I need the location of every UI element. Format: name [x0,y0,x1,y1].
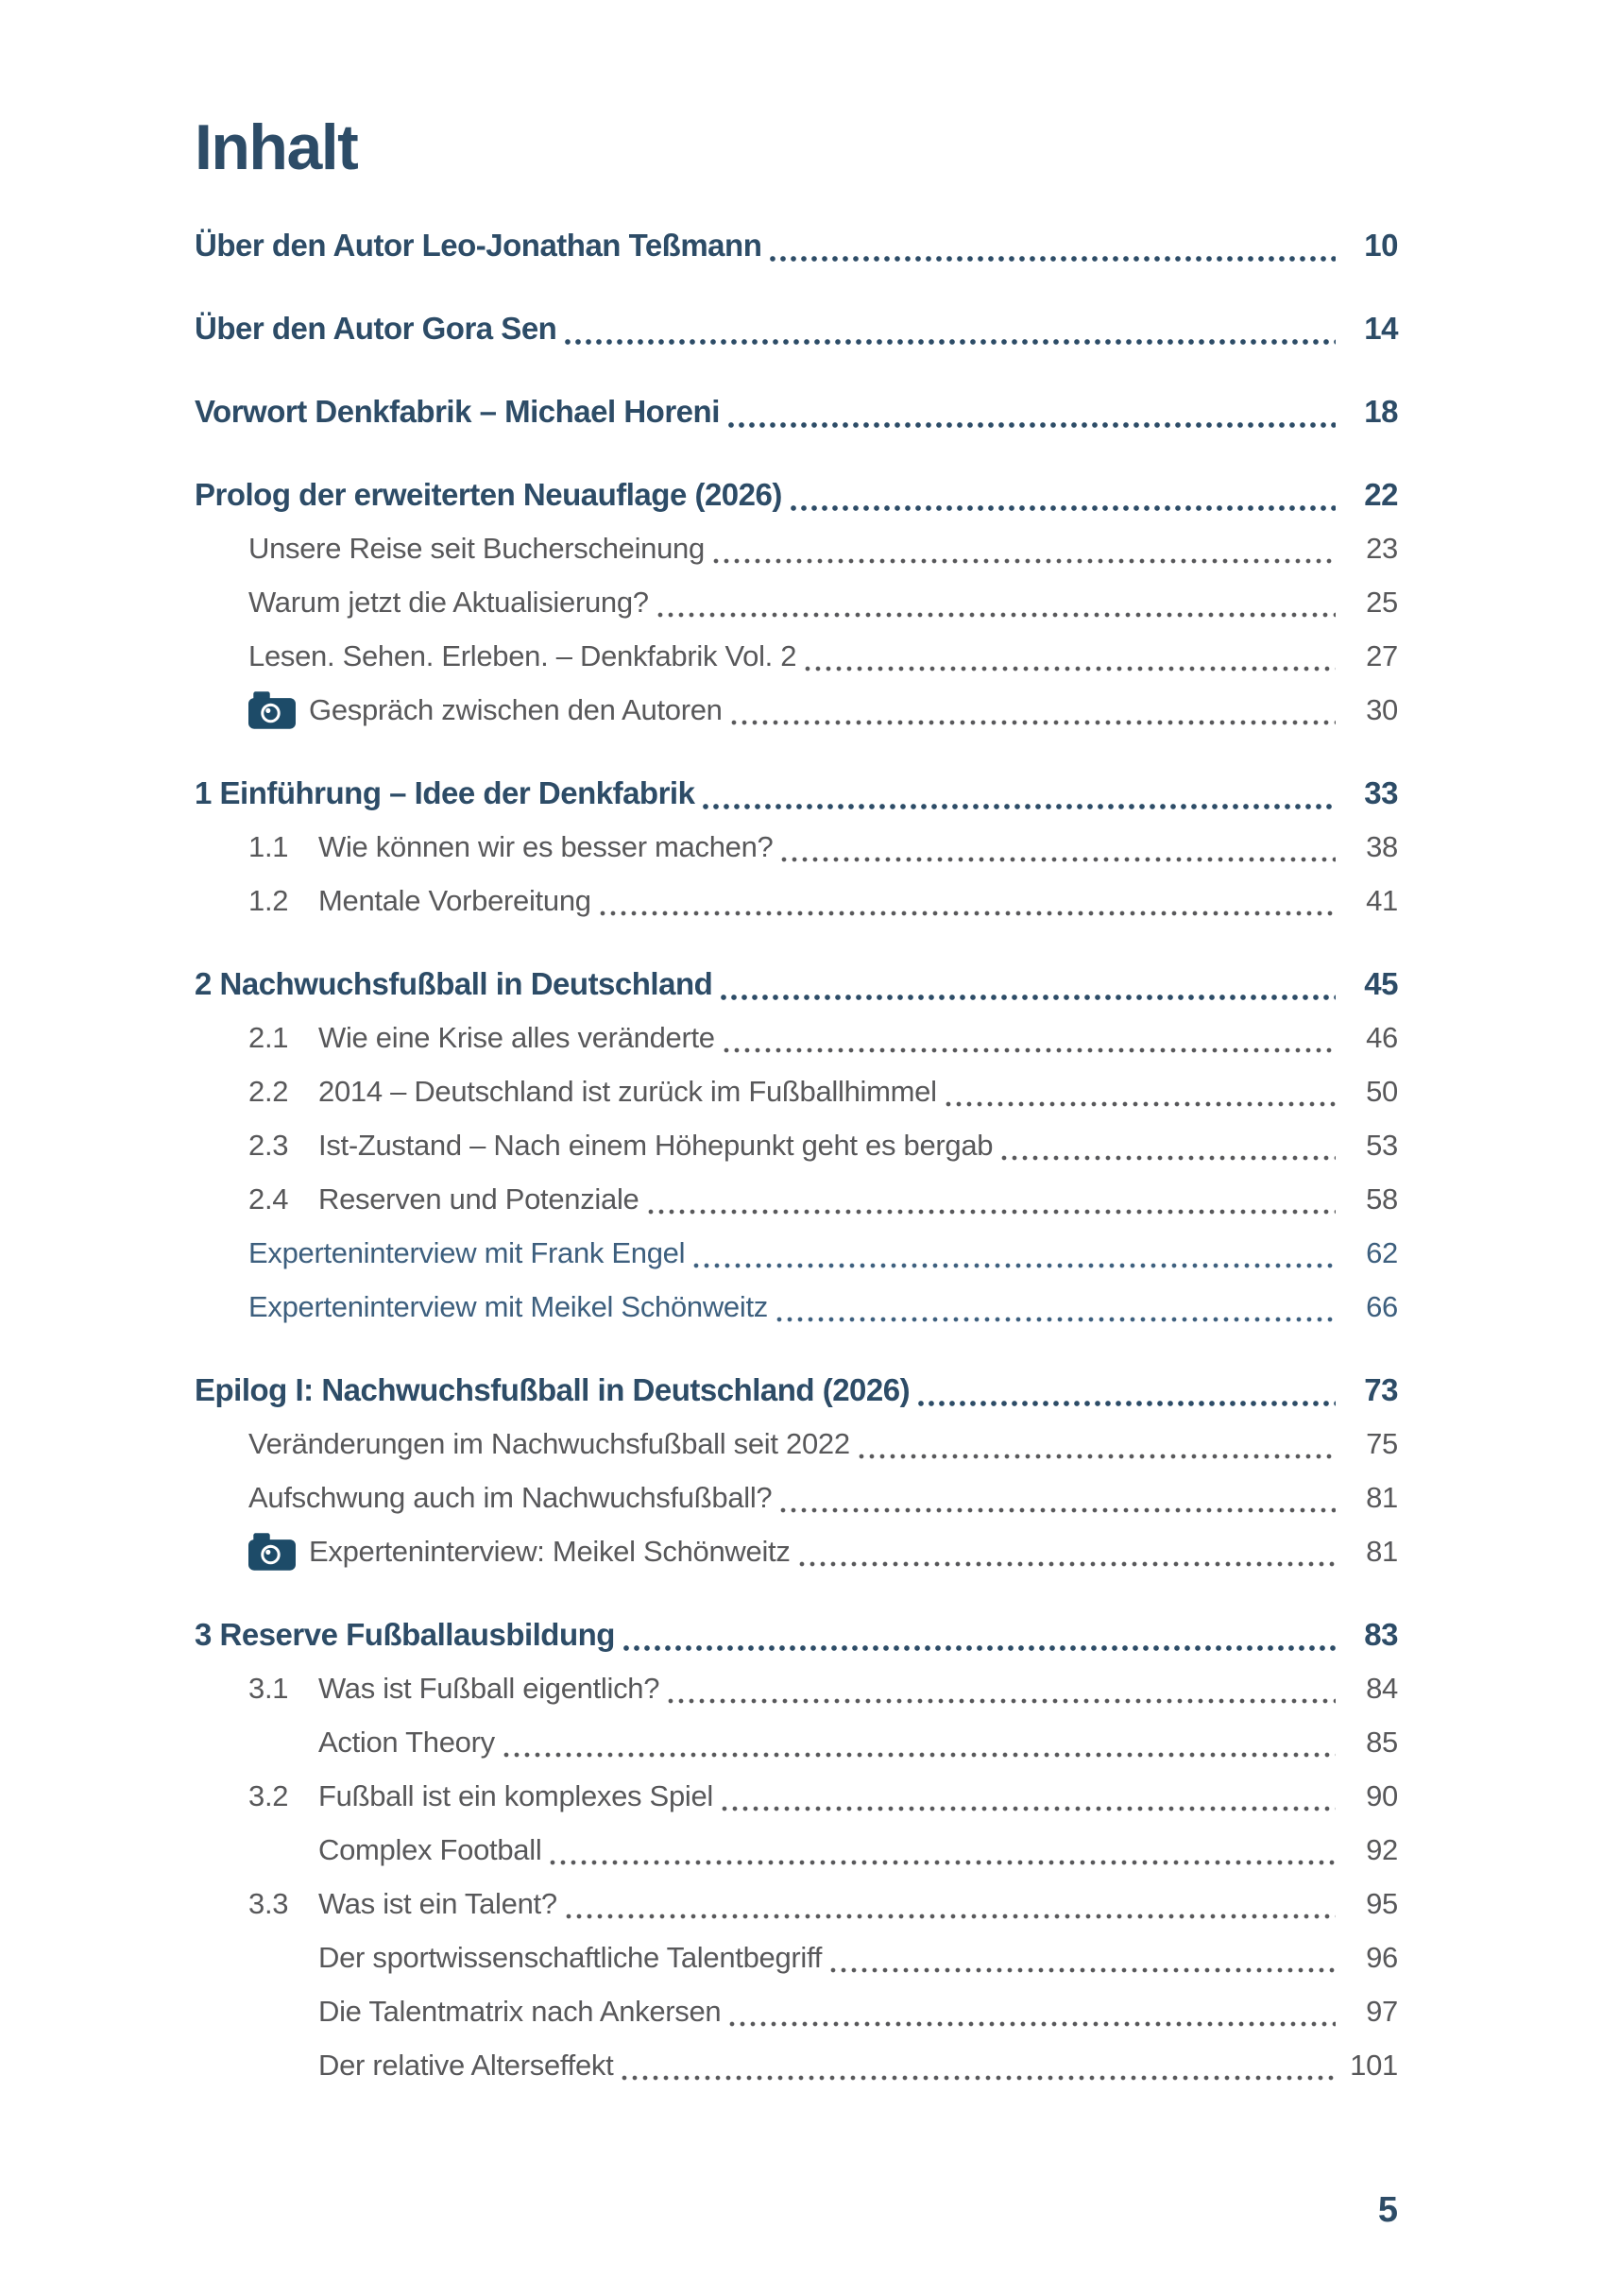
toc-entry-page: 90 [1366,1779,1398,1812]
toc-entry-number: 2.3 [248,1129,289,1162]
dot-leader [503,1752,1336,1758]
dot-leader [729,2021,1336,2027]
toc-entry [195,1172,1398,1226]
toc-entry-label: 2 Nachwuchsfußball in Deutschland [195,966,713,1001]
toc-entry-label: Warum jetzt die Aktualisierung? [248,586,649,619]
toc-entry-page: 58 [1366,1182,1398,1216]
dot-leader [1001,1155,1336,1161]
dot-leader [566,1913,1336,1919]
toc-entry [195,218,1398,272]
toc-entry [195,1280,1398,1334]
toc-entry [195,1226,1398,1280]
toc-entry-page: 10 [1364,228,1398,263]
toc-entry-label: Experteninterview mit Frank Engel [248,1236,686,1269]
toc-entry-label: Action Theory [318,1726,495,1759]
toc-entry-page: 81 [1366,1481,1398,1514]
toc-entry-label: Der sportwissenschaftliche Talentbegriff [318,1941,823,1974]
toc-entry-label: Wie können wir es besser machen? [318,830,774,863]
toc-entry [195,468,1398,521]
toc-entry-label: Gespräch zwischen den Autoren [309,693,723,726]
toc-entry-page: 33 [1364,775,1398,810]
dot-leader [623,1645,1336,1651]
toc-entry-label: Epilog I: Nachwuchsfußball in Deutschland (2026) [195,1372,911,1407]
toc-entry [195,301,1398,355]
toc-entry-label: Was ist Fußball eigentlich? [318,1672,660,1705]
dot-leader [622,2075,1336,2081]
toc-entry [195,1363,1398,1417]
dot-leader [776,1317,1336,1322]
toc-entry-label: Complex Football [318,1833,542,1866]
table-of-contents [195,0,1398,2092]
toc-entry-page: 50 [1366,1075,1398,1108]
dot-leader [648,1209,1337,1215]
toc-entry-page: 66 [1366,1290,1398,1323]
toc-entry-page: 27 [1366,639,1398,672]
toc-entry-label: Experteninterview: Meikel Schönweitz [309,1535,791,1568]
toc-entry-page: 83 [1364,1617,1398,1652]
toc-entry-page: 38 [1366,830,1398,863]
dot-leader [693,1263,1336,1268]
toc-entry [195,874,1398,927]
toc-entry [195,1417,1398,1471]
toc-entry-label: Reserven und Potenziale [318,1182,639,1216]
toc-entry-label: Unsere Reise seit Bucherscheinung [248,532,705,565]
toc-entry [195,1769,1398,1823]
toc-entry-page: 95 [1366,1887,1398,1920]
toc-entry-page: 41 [1366,884,1398,917]
toc-entry-label: 3 Reserve Fußballausbildung [195,1617,615,1652]
dot-leader [731,720,1336,725]
toc-entry-label: Experteninterview mit Meikel Schönweitz [248,1290,768,1323]
toc-entry-page: 18 [1364,394,1398,429]
camera-icon [248,691,296,729]
toc-entry-label: Mentale Vorbereitung [318,884,591,917]
toc-entry-number: 2.1 [248,1021,289,1054]
dot-leader [713,558,1336,564]
toc-entry-label: Fußball ist ein komplexes Spiel [318,1779,713,1812]
dot-leader [600,910,1336,916]
toc-entry [195,384,1398,438]
dot-leader [918,1401,1336,1406]
toc-entry [195,1715,1398,1769]
toc-entry-number: 1.2 [248,884,289,917]
toc-entry-label: 1 Einführung – Idee der Denkfabrik [195,775,695,810]
toc-entry [195,629,1398,683]
toc-entry-page: 22 [1364,477,1398,512]
toc-entry-number: 1.1 [248,830,289,863]
toc-entry-number: 2.4 [248,1182,289,1216]
toc-entry-label: Was ist ein Talent? [318,1887,557,1920]
toc-entry-label: Aufschwung auch im Nachwuchsfußball? [248,1481,773,1514]
toc-entry-page: 96 [1366,1941,1398,1974]
toc-entry-label: Lesen. Sehen. Erleben. – Denkfabrik Vol. 2 [248,639,797,672]
camera-icon [248,1533,296,1571]
toc-entry [195,1118,1398,1172]
toc-entry-page: 30 [1366,693,1398,726]
dot-leader [728,422,1336,428]
toc-entry-page: 45 [1364,966,1398,1001]
dot-leader [722,1806,1336,1811]
dot-leader [799,1561,1336,1567]
toc-entry-page: 97 [1366,1995,1398,2028]
toc-entry-page: 25 [1366,586,1398,619]
toc-entry [195,1471,1398,1524]
toc-entry-label: 2014 – Deutschland ist zurück im Fußballhimmel [318,1075,937,1108]
toc-entry [195,683,1398,737]
toc-entry-page: 85 [1366,1726,1398,1759]
toc-entry-label: Ist-Zustand – Nach einem Höhepunkt geht es bergab [318,1129,994,1162]
dot-leader [830,1967,1336,1973]
toc-entry [195,766,1398,820]
toc-entry-label: Prolog der erweiterten Neuauflage (2026) [195,477,782,512]
dot-leader [780,1507,1336,1513]
dot-leader [724,1047,1336,1053]
toc-entry [195,575,1398,629]
toc-entry-page: 62 [1366,1236,1398,1269]
page-title: Inhalt [195,111,358,183]
toc-entry-number: 3.1 [248,1672,289,1705]
dot-leader [657,612,1336,618]
dot-leader [781,857,1336,862]
toc-entry-number: 3.2 [248,1779,289,1812]
toc-entry-label: Veränderungen im Nachwuchsfußball seit 2022 [248,1427,850,1460]
toc-entry [195,2038,1398,2092]
toc-entry [195,1011,1398,1064]
toc-entry-label: Über den Autor Leo-Jonathan Teßmann [195,228,762,263]
toc-entry-page: 81 [1366,1535,1398,1568]
dot-leader [550,1860,1336,1865]
toc-entry [195,957,1398,1011]
dot-leader [770,256,1336,262]
dot-leader [668,1698,1336,1704]
dot-leader [721,995,1336,1000]
dot-leader [565,339,1336,345]
toc-entry [195,1930,1398,1984]
dot-leader [805,666,1336,672]
toc-entry [195,1661,1398,1715]
toc-entry [195,820,1398,874]
toc-entry-number: 2.2 [248,1075,289,1108]
toc-entry-label: Der relative Alterseffekt [318,2049,614,2082]
toc-entry-label: Über den Autor Gora Sen [195,311,557,346]
toc-entry-page: 92 [1366,1833,1398,1866]
toc-entry-label: Vorwort Denkfabrik – Michael Horeni [195,394,720,429]
toc-entry-label: Die Talentmatrix nach Ankersen [318,1995,722,2028]
toc-entry-label: Wie eine Krise alles veränderte [318,1021,715,1054]
toc-entry-number: 3.3 [248,1887,289,1920]
dot-leader [946,1101,1336,1107]
toc-entry [195,1984,1398,2038]
toc-entry [195,1877,1398,1930]
toc-entry-page: 73 [1364,1372,1398,1407]
toc-entry-page: 75 [1366,1427,1398,1460]
dot-leader [703,804,1336,809]
toc-entry [195,1607,1398,1661]
toc-entry-page: 14 [1364,311,1398,346]
toc-entry-page: 53 [1366,1129,1398,1162]
toc-entry [195,1823,1398,1877]
dot-leader [859,1454,1336,1459]
dot-leader [791,505,1336,511]
toc-entry [195,1064,1398,1118]
toc-entry [195,521,1398,575]
toc-entry-page: 101 [1350,2049,1398,2082]
page-number: 5 [1377,2190,1398,2230]
toc-entry [195,1524,1398,1578]
toc-entry-page: 84 [1366,1672,1398,1705]
toc-list [195,218,1398,2092]
toc-entry-page: 23 [1366,532,1398,565]
toc-entry-page: 46 [1366,1021,1398,1054]
